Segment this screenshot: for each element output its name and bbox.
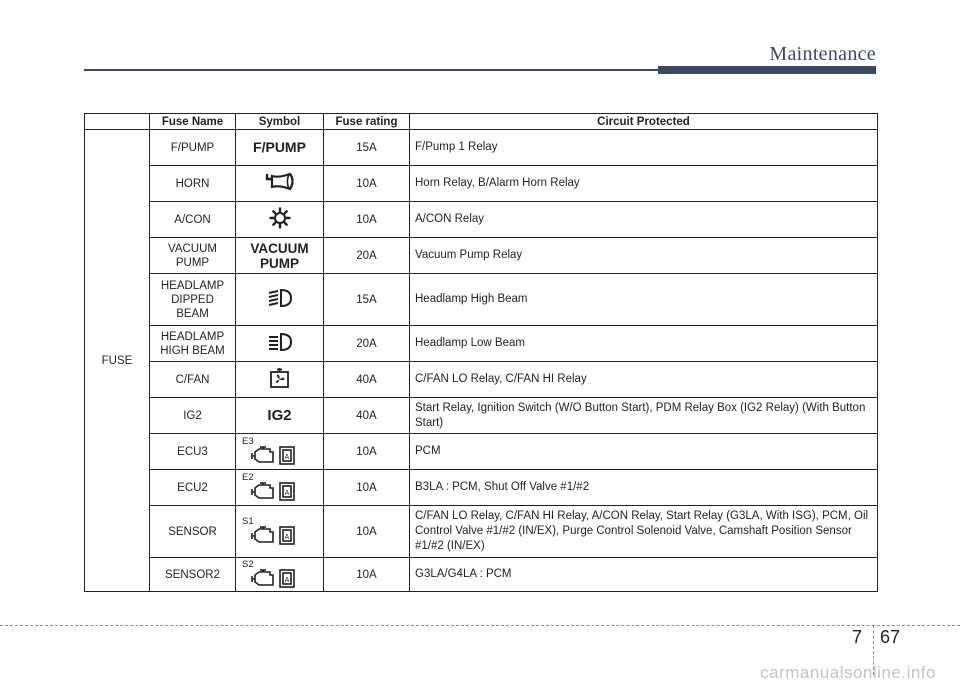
header-spacer xyxy=(85,114,150,130)
ac-snowflake-icon xyxy=(269,207,291,229)
watermark-text: carmanualsonline.info xyxy=(760,663,936,682)
fuse-table xyxy=(84,113,878,592)
fuse-rating: 10A xyxy=(324,506,410,558)
symbol-sub-label: E3 xyxy=(242,435,254,447)
fuse-name: HORN xyxy=(150,166,236,202)
fpump-text-symbol: F/PUMP xyxy=(236,130,324,166)
table-row xyxy=(85,238,878,274)
fuse-name: F/PUMP xyxy=(150,130,236,166)
circuit-protected: PCM xyxy=(410,434,878,470)
table-row xyxy=(85,362,878,398)
circuit-protected: Vacuum Pump Relay xyxy=(410,238,878,274)
svg-text:A: A xyxy=(284,576,290,584)
circuit-protected: A/CON Relay xyxy=(410,202,878,238)
fuse-rating: 15A xyxy=(324,130,410,166)
fuse-rating: 10A xyxy=(324,470,410,506)
circuit-protected: C/FAN LO Relay, C/FAN HI Relay xyxy=(410,362,878,398)
table-row xyxy=(85,202,878,238)
column-header-symbol: Symbol xyxy=(236,114,324,130)
table-row xyxy=(85,326,878,362)
circuit-protected: G3LA/G4LA : PCM xyxy=(410,558,878,592)
fuse-rating: 40A xyxy=(324,362,410,398)
table-row xyxy=(85,398,878,434)
fuse-rating: 10A xyxy=(324,558,410,592)
fuse-name: HEADLAMP HIGH BEAM xyxy=(150,326,236,362)
engine-ecu-icon xyxy=(250,524,300,546)
headlamp-icon xyxy=(267,332,293,352)
horn-icon xyxy=(263,171,297,193)
circuit-protected: F/Pump 1 Relay xyxy=(410,130,878,166)
cooling-fan-icon xyxy=(269,367,291,389)
circuit-protected: Horn Relay, B/Alarm Horn Relay xyxy=(410,166,878,202)
fuse-rating: 20A xyxy=(324,238,410,274)
circuit-protected: Headlamp High Beam xyxy=(410,274,878,326)
fuse-name: ECU2 xyxy=(150,470,236,506)
circuit-protected: Headlamp Low Beam xyxy=(410,326,878,362)
fuse-rating: 40A xyxy=(324,398,410,434)
fuse-name: SENSOR xyxy=(150,506,236,558)
fuse-name: VACUUM PUMP xyxy=(150,238,236,274)
svg-text:A: A xyxy=(284,533,290,541)
table-header-row xyxy=(85,114,878,130)
chapter-number: 7 xyxy=(852,627,863,647)
svg-text:A: A xyxy=(284,453,290,461)
fuse-rating: 10A xyxy=(324,166,410,202)
table-row xyxy=(85,470,878,506)
fuse-name: A/CON xyxy=(150,202,236,238)
footer-divider xyxy=(0,625,960,626)
header-accent-bar xyxy=(658,66,876,74)
section-title: Maintenance xyxy=(769,43,876,65)
fuse-name: SENSOR2 xyxy=(150,558,236,592)
fuse-name: IG2 xyxy=(150,398,236,434)
table-row xyxy=(85,558,878,592)
fuse-rating: 10A xyxy=(324,202,410,238)
symbol-sub-label: E2 xyxy=(242,471,254,483)
header-rule xyxy=(84,69,658,71)
symbol-sub-label: S2 xyxy=(242,558,254,570)
table-row xyxy=(85,434,878,470)
table-row xyxy=(85,274,878,326)
column-header-fuse-name: Fuse Name xyxy=(150,114,236,130)
page-number: 67 xyxy=(880,627,901,647)
fuse-name: C/FAN xyxy=(150,362,236,398)
fuse-rating: 20A xyxy=(324,326,410,362)
table-row xyxy=(85,166,878,202)
engine-ecu-icon xyxy=(250,444,300,466)
fuse-name: HEADLAMP DIPPED BEAM xyxy=(150,274,236,326)
column-header-circuit-protected: Circuit Protected xyxy=(410,114,878,130)
circuit-protected: C/FAN LO Relay, C/FAN HI Relay, A/CON Relay, Start Relay (G3LA, With ISG), PCM, Oil Control Valve #1/#2 (IN/EX), Purge Control Solenoid Valve, Camshaft Position Sensor #1/#2 (IN/EX) xyxy=(410,506,878,558)
fuse-rating: 10A xyxy=(324,434,410,470)
vacuum-pump-text-symbol: VACUUM PUMP xyxy=(236,238,324,274)
table-row xyxy=(85,130,878,166)
fuse-rating: 15A xyxy=(324,274,410,326)
headlamp-icon xyxy=(267,288,293,308)
circuit-protected: B3LA : PCM, Shut Off Valve #1/#2 xyxy=(410,470,878,506)
engine-ecu-icon xyxy=(250,567,300,589)
column-header-fuse-rating: Fuse rating xyxy=(324,114,410,130)
ig2-text-symbol: IG2 xyxy=(236,398,324,434)
symbol-sub-label: S1 xyxy=(242,515,254,527)
fuse-name: ECU3 xyxy=(150,434,236,470)
svg-text:A: A xyxy=(284,489,290,497)
table-row xyxy=(85,506,878,558)
fuse-group-label: FUSE xyxy=(85,130,150,592)
engine-ecu-icon xyxy=(250,480,300,502)
circuit-protected: Start Relay, Ignition Switch (W/O Button Start), PDM Relay Box (IG2 Relay) (With Button Start) xyxy=(410,398,878,434)
